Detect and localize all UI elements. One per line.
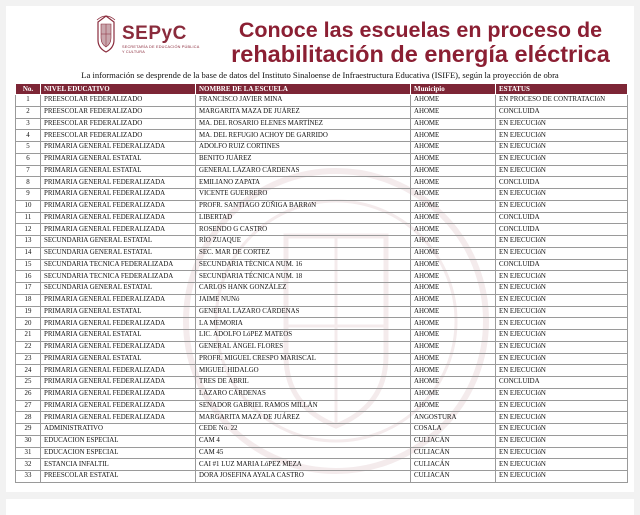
- cell-status: EN EJECUCIóN: [496, 283, 628, 295]
- cell-school-name: FRANCISCO JAVIER MINA: [196, 95, 411, 107]
- title-line-2: rehabilitación de energía eléctrica: [231, 41, 610, 67]
- cell-school-name: CAI #1 LUZ MARIA LóPEZ MEZA: [196, 459, 411, 471]
- cell-status: EN EJECUCIóN: [496, 318, 628, 330]
- cell-no: 20: [16, 318, 41, 330]
- cell-municipality: AHOME: [411, 236, 496, 248]
- cell-school-name: CAM 4: [196, 435, 411, 447]
- cell-school-name: LÁZARO CÁRDENAS: [196, 388, 411, 400]
- table-header-row: [16, 84, 628, 95]
- cell-no: 31: [16, 447, 41, 459]
- cell-municipality: AHOME: [411, 95, 496, 107]
- col-header-municipality: Municipio: [411, 84, 496, 95]
- table-row: [16, 259, 628, 271]
- cell-level: PRIMARIA GENERAL ESTATAL: [41, 153, 196, 165]
- cell-municipality: AHOME: [411, 200, 496, 212]
- cell-municipality: AHOME: [411, 142, 496, 154]
- cell-school-name: TRES DE ABRIL: [196, 377, 411, 389]
- cell-municipality: AHOME: [411, 224, 496, 236]
- cell-no: 12: [16, 224, 41, 236]
- cell-school-name: GENERAL LÁZARO CÁRDENAS: [196, 306, 411, 318]
- cell-status: EN EJECUCIóN: [496, 330, 628, 342]
- cell-school-name: LIBERTAD: [196, 212, 411, 224]
- cell-status: EN PROCESO DE CONTRATACIóN: [496, 95, 628, 107]
- cell-status: CONCLUIDA: [496, 259, 628, 271]
- cell-level: PREESCOLAR FEDERALIZADO: [41, 130, 196, 142]
- cell-level: ADMINISTRATIVO: [41, 424, 196, 436]
- cell-no: 22: [16, 341, 41, 353]
- cell-level: PRIMARIA GENERAL FEDERALIZADA: [41, 341, 196, 353]
- table-row: [16, 165, 628, 177]
- cell-school-name: MARGARITA MAZA DE JUÁREZ: [196, 412, 411, 424]
- page-title: [218, 18, 623, 66]
- cell-school-name: CEDE No. 22: [196, 424, 411, 436]
- cell-level: PREESCOLAR FEDERALIZADO: [41, 95, 196, 107]
- table-row: [16, 341, 628, 353]
- cell-municipality: AHOME: [411, 294, 496, 306]
- table-row: [16, 330, 628, 342]
- source-note: La información se desprende de la base de datos del Instituto Sinaloense de Infraestructura Educativa (ISIFE), según la proyección de obra: [81, 70, 559, 80]
- table-row: [16, 353, 628, 365]
- cell-level: SECUNDARIA TECNICA FEDERALIZADA: [41, 259, 196, 271]
- table-row: [16, 294, 628, 306]
- cell-school-name: LA MEMORIA: [196, 318, 411, 330]
- cell-level: SECUNDARIA GENERAL ESTATAL: [41, 283, 196, 295]
- table-row: [16, 95, 628, 107]
- cell-municipality: AHOME: [411, 153, 496, 165]
- cell-status: EN EJECUCIóN: [496, 165, 628, 177]
- cell-level: PRIMARIA GENERAL FEDERALIZADA: [41, 224, 196, 236]
- cell-status: EN EJECUCIóN: [496, 247, 628, 259]
- table-row: [16, 471, 628, 483]
- cell-school-name: MARGARITA MAZA DE JUÁREZ: [196, 106, 411, 118]
- table-row: [16, 435, 628, 447]
- cell-municipality: AHOME: [411, 118, 496, 130]
- cell-level: PRIMARIA GENERAL FEDERALIZADA: [41, 412, 196, 424]
- cell-municipality: AHOME: [411, 353, 496, 365]
- cell-municipality: AHOME: [411, 177, 496, 189]
- cell-municipality: AHOME: [411, 247, 496, 259]
- cell-level: PREESCOLAR ESTATAL: [41, 471, 196, 483]
- table-row: [16, 388, 628, 400]
- cell-school-name: ROSENDO G CASTRO: [196, 224, 411, 236]
- cell-level: SECUNDARIA TECNICA FEDERALIZADA: [41, 271, 196, 283]
- table-row: [16, 447, 628, 459]
- cell-status: EN EJECUCIóN: [496, 118, 628, 130]
- table-row: [16, 459, 628, 471]
- cell-no: 7: [16, 165, 41, 177]
- cell-level: PREESCOLAR FEDERALIZADO: [41, 106, 196, 118]
- cell-status: CONCLUIDA: [496, 106, 628, 118]
- cell-municipality: CULIACÁN: [411, 447, 496, 459]
- cell-status: EN EJECUCIóN: [496, 200, 628, 212]
- cell-school-name: CAM 45: [196, 447, 411, 459]
- cell-level: SECUNDARIA GENERAL ESTATAL: [41, 236, 196, 248]
- state-seal-icon: [94, 14, 118, 56]
- cell-status: CONCLUIDA: [496, 224, 628, 236]
- cell-no: 10: [16, 200, 41, 212]
- cell-status: CONCLUIDA: [496, 177, 628, 189]
- cell-level: SECUNDARIA GENERAL ESTATAL: [41, 247, 196, 259]
- table-row: [16, 412, 628, 424]
- cell-municipality: AHOME: [411, 306, 496, 318]
- cell-municipality: AHOME: [411, 318, 496, 330]
- table-row: [16, 130, 628, 142]
- cell-level: PRIMARIA GENERAL FEDERALIZADA: [41, 294, 196, 306]
- cell-no: 4: [16, 130, 41, 142]
- cell-status: CONCLUIDA: [496, 212, 628, 224]
- table-row: [16, 212, 628, 224]
- cell-school-name: SEC. MAR DE CORTEZ: [196, 247, 411, 259]
- cell-no: 21: [16, 330, 41, 342]
- table-row: [16, 106, 628, 118]
- cell-school-name: LIC. ADOLFO LóPEZ MATEOS: [196, 330, 411, 342]
- cell-status: EN EJECUCIóN: [496, 400, 628, 412]
- cell-status: EN EJECUCIóN: [496, 459, 628, 471]
- cell-school-name: ADOLFO RUIZ CORTINES: [196, 142, 411, 154]
- cell-municipality: AHOME: [411, 388, 496, 400]
- cell-no: 32: [16, 459, 41, 471]
- cell-status: EN EJECUCIóN: [496, 130, 628, 142]
- col-header-school-name: NOMBRE DE LA ESCUELA: [196, 84, 411, 95]
- cell-status: EN EJECUCIóN: [496, 142, 628, 154]
- cell-municipality: AHOME: [411, 106, 496, 118]
- cell-no: 28: [16, 412, 41, 424]
- brand-name: SEPyC: [122, 23, 187, 44]
- table-row: [16, 142, 628, 154]
- cell-status: EN EJECUCIóN: [496, 294, 628, 306]
- cell-level: PRIMARIA GENERAL FEDERALIZADA: [41, 400, 196, 412]
- table-row: [16, 247, 628, 259]
- cell-no: 25: [16, 377, 41, 389]
- cell-level: PRIMARIA GENERAL FEDERALIZADA: [41, 318, 196, 330]
- cell-level: PRIMARIA GENERAL FEDERALIZADA: [41, 177, 196, 189]
- table-row: [16, 377, 628, 389]
- cell-level: PRIMARIA GENERAL FEDERALIZADA: [41, 212, 196, 224]
- cell-municipality: AHOME: [411, 271, 496, 283]
- cell-no: 15: [16, 259, 41, 271]
- title-line-1: Conoce las escuelas en proceso de: [238, 18, 603, 42]
- cell-level: PRIMARIA GENERAL ESTATAL: [41, 353, 196, 365]
- cell-status: EN EJECUCIóN: [496, 153, 628, 165]
- brand-subtitle: SECRETARÍA DE EDUCACIÓN PÚBLICA Y CULTURA: [122, 45, 200, 54]
- table-row: [16, 306, 628, 318]
- cell-no: 9: [16, 189, 41, 201]
- schools-table: [15, 83, 628, 483]
- cell-status: EN EJECUCIóN: [496, 365, 628, 377]
- cell-status: EN EJECUCIóN: [496, 271, 628, 283]
- table-row: [16, 365, 628, 377]
- cell-level: PREESCOLAR FEDERALIZADO: [41, 118, 196, 130]
- cell-status: EN EJECUCIóN: [496, 412, 628, 424]
- cell-municipality: AHOME: [411, 330, 496, 342]
- cell-municipality: AHOME: [411, 189, 496, 201]
- cell-municipality: AHOME: [411, 212, 496, 224]
- cell-status: EN EJECUCIóN: [496, 435, 628, 447]
- table-body: [16, 95, 628, 483]
- cell-no: 24: [16, 365, 41, 377]
- cell-municipality: AHOME: [411, 165, 496, 177]
- cell-level: PRIMARIA GENERAL ESTATAL: [41, 306, 196, 318]
- cell-municipality: CULIACÁN: [411, 435, 496, 447]
- table-row: [16, 271, 628, 283]
- cell-level: PRIMARIA GENERAL ESTATAL: [41, 330, 196, 342]
- cell-school-name: DORA JOSEFINA AYALA CASTRO: [196, 471, 411, 483]
- cell-municipality: AHOME: [411, 283, 496, 295]
- cell-municipality: ANGOSTURA: [411, 412, 496, 424]
- cell-school-name: MA. DEL ROSARIO ELENES MARTÍNEZ: [196, 118, 411, 130]
- table-row: [16, 177, 628, 189]
- cell-municipality: COSALA: [411, 424, 496, 436]
- cell-level: PRIMARIA GENERAL FEDERALIZADA: [41, 388, 196, 400]
- cell-no: 18: [16, 294, 41, 306]
- table-row: [16, 153, 628, 165]
- cell-no: 30: [16, 435, 41, 447]
- cell-municipality: AHOME: [411, 130, 496, 142]
- cell-school-name: VICENTE GUERRERO: [196, 189, 411, 201]
- table-row: [16, 200, 628, 212]
- cell-level: EDUCACION ESPECIAL: [41, 447, 196, 459]
- cell-municipality: AHOME: [411, 365, 496, 377]
- cell-status: EN EJECUCIóN: [496, 341, 628, 353]
- cell-status: EN EJECUCIóN: [496, 424, 628, 436]
- cell-level: PRIMARIA GENERAL FEDERALIZADA: [41, 200, 196, 212]
- cell-school-name: PROFR. MIGUEL CRESPO MARISCAL: [196, 353, 411, 365]
- col-header-level: NIVEL EDUCATIVO: [41, 84, 196, 95]
- table-row: [16, 424, 628, 436]
- cell-level: PRIMARIA GENERAL FEDERALIZADA: [41, 189, 196, 201]
- cell-status: EN EJECUCIóN: [496, 189, 628, 201]
- cell-municipality: AHOME: [411, 377, 496, 389]
- table-row: [16, 224, 628, 236]
- document-sheet: [6, 6, 634, 492]
- cell-no: 27: [16, 400, 41, 412]
- cell-no: 2: [16, 106, 41, 118]
- cell-status: EN EJECUCIóN: [496, 306, 628, 318]
- cell-level: PRIMARIA GENERAL FEDERALIZADA: [41, 377, 196, 389]
- cell-status: EN EJECUCIóN: [496, 236, 628, 248]
- cell-level: EDUCACION ESPECIAL: [41, 435, 196, 447]
- cell-school-name: PROFR. SANTIAGO ZÚÑIGA BARRóN: [196, 200, 411, 212]
- cell-municipality: AHOME: [411, 400, 496, 412]
- cell-no: 17: [16, 283, 41, 295]
- cell-school-name: RÍO ZUAQUE: [196, 236, 411, 248]
- col-header-no: No.: [16, 84, 41, 95]
- table-row: [16, 118, 628, 130]
- cell-school-name: GENERAL ÁNGEL FLORES: [196, 341, 411, 353]
- cell-no: 1: [16, 95, 41, 107]
- cell-level: PRIMARIA GENERAL FEDERALIZADA: [41, 142, 196, 154]
- cell-municipality: CULIACÁN: [411, 459, 496, 471]
- cell-school-name: JAIME NUNó: [196, 294, 411, 306]
- cell-no: 6: [16, 153, 41, 165]
- cell-municipality: AHOME: [411, 259, 496, 271]
- cell-no: 11: [16, 212, 41, 224]
- cell-school-name: CARLOS HANK GONZÁLEZ: [196, 283, 411, 295]
- table-row: [16, 189, 628, 201]
- cell-municipality: CULIACÁN: [411, 471, 496, 483]
- cell-no: 14: [16, 247, 41, 259]
- cell-school-name: BENITO JUÁREZ: [196, 153, 411, 165]
- cell-school-name: EMILIANO ZAPATA: [196, 177, 411, 189]
- cell-no: 23: [16, 353, 41, 365]
- table-row: [16, 318, 628, 330]
- cell-no: 13: [16, 236, 41, 248]
- cell-status: EN EJECUCIóN: [496, 388, 628, 400]
- cell-no: 3: [16, 118, 41, 130]
- cell-status: EN EJECUCIóN: [496, 447, 628, 459]
- cell-school-name: MIGUEL HIDALGO: [196, 365, 411, 377]
- table-row: [16, 400, 628, 412]
- cell-no: 26: [16, 388, 41, 400]
- cell-school-name: SECUNDARIA TÉCNICA NUM. 18: [196, 271, 411, 283]
- cell-level: ESTANCIA INFALTIL: [41, 459, 196, 471]
- col-header-status: ESTATUS: [496, 84, 628, 95]
- cell-no: 5: [16, 142, 41, 154]
- cell-status: EN EJECUCIóN: [496, 471, 628, 483]
- cell-no: 16: [16, 271, 41, 283]
- cell-no: 19: [16, 306, 41, 318]
- cell-no: 29: [16, 424, 41, 436]
- cell-school-name: GENERAL LÁZARO CÁRDENAS: [196, 165, 411, 177]
- cell-school-name: SENADOR GABRIEL RAMOS MILLÁN: [196, 400, 411, 412]
- cell-school-name: MA. DEL REFUGIO ACHOY DE GARRIDO: [196, 130, 411, 142]
- bottom-strip: [6, 499, 634, 515]
- cell-municipality: AHOME: [411, 341, 496, 353]
- cell-level: PRIMARIA GENERAL FEDERALIZADA: [41, 365, 196, 377]
- cell-no: 8: [16, 177, 41, 189]
- cell-status: EN EJECUCIóN: [496, 353, 628, 365]
- table-row: [16, 283, 628, 295]
- cell-school-name: SECUNDARIA TÉCNICA NUM. 16: [196, 259, 411, 271]
- cell-status: CONCLUIDA: [496, 377, 628, 389]
- cell-no: 33: [16, 471, 41, 483]
- cell-level: PRIMARIA GENERAL ESTATAL: [41, 165, 196, 177]
- table-row: [16, 236, 628, 248]
